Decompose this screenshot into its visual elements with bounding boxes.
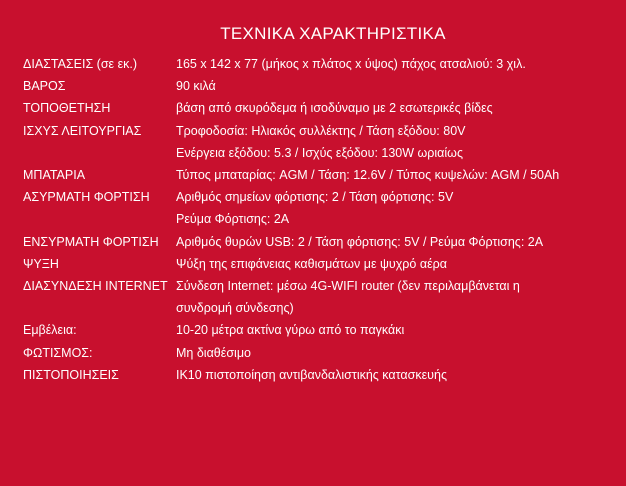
spec-label: ΑΣΥΡΜΑΤΗ ΦΟΡΤΙΣΗ bbox=[23, 190, 150, 205]
spec-value-line: 10-20 μέτρα ακτίνα γύρω από το παγκάκι bbox=[176, 323, 405, 338]
spec-row-range bbox=[23, 319, 623, 341]
spec-label: ΙΣΧΥΣ ΛΕΙΤΟΥΡΓΙΑΣ bbox=[23, 123, 142, 138]
spec-value-line: 165 x 142 x 77 (μήκος x πλάτος x ύψος) πάχος ατσαλιού: 3 χιλ. bbox=[176, 57, 526, 71]
spec-label: ΔΙΑΣΤΑΣΕΙΣ (σε εκ.) bbox=[23, 57, 138, 71]
spec-value bbox=[176, 97, 623, 119]
spec-label: ΒΑΡΟΣ bbox=[23, 79, 66, 94]
spec-value bbox=[176, 75, 623, 97]
spec-label: ΨΥΞΗ bbox=[23, 256, 59, 271]
spec-label: ΔΙΑΣΥΝΔΕΣΗ INTERNET bbox=[23, 279, 168, 294]
spec-value-line: Ρεύμα Φόρτισης: 2A bbox=[176, 212, 290, 227]
spec-row-power bbox=[23, 120, 623, 164]
spec-row-wireless-charging bbox=[23, 186, 623, 230]
spec-value bbox=[176, 319, 623, 341]
spec-label: Εμβέλεια: bbox=[23, 323, 77, 338]
spec-label: ΤΟΠΟΘΕΤΗΣΗ bbox=[23, 101, 111, 116]
spec-row-wired-charging bbox=[23, 231, 623, 253]
page-title: ΤΕΧΝΙΚΑ ΧΑΡΑΚΤΗΡΙΣΤΙΚΑ bbox=[220, 24, 446, 43]
spec-value-line: Ενέργεια εξόδου: 5.3 / Ισχύς εξόδου: 130W ωριαίως bbox=[176, 145, 463, 160]
spec-value-line: βάση από σκυρόδεμα ή ισοδύναμο με 2 εσωτερικές βίδες bbox=[176, 101, 493, 116]
spec-label: ΠΙΣΤΟΠΟΙΗΣΕΙΣ bbox=[23, 367, 119, 382]
spec-label: ΜΠΑΤΑΡΙΑ bbox=[23, 168, 86, 183]
spec-value bbox=[176, 120, 623, 164]
spec-value bbox=[176, 253, 623, 275]
spec-row-cooling bbox=[23, 253, 623, 275]
spec-label: ΦΩΤΙΣΜΟΣ: bbox=[23, 345, 93, 360]
spec-value bbox=[176, 186, 623, 230]
spec-value-line: συνδρομή σύνδεσης) bbox=[176, 301, 294, 316]
spec-value-line: Ψύξη της επιφάνειας καθισμάτων με ψυχρό αέρα bbox=[176, 256, 447, 271]
spec-row-installation bbox=[23, 97, 623, 119]
specs-table bbox=[23, 53, 623, 386]
spec-row-lighting bbox=[23, 342, 623, 364]
spec-row-weight bbox=[23, 75, 623, 97]
spec-value-line: Αριθμός σημείων φόρτισης: 2 / Τάση φόρτισης: 5V bbox=[176, 190, 454, 205]
spec-value-line: 90 κιλά bbox=[176, 79, 216, 94]
spec-row-dimensions bbox=[23, 53, 623, 75]
spec-value bbox=[176, 231, 623, 253]
spec-value bbox=[176, 53, 623, 75]
spec-value-line: Αριθμός θυρών USB: 2 / Τάση φόρτισης: 5V / Ρεύμα Φόρτισης: 2A bbox=[176, 234, 544, 249]
spec-row-internet bbox=[23, 275, 623, 319]
spec-label: ΕΝΣΥΡΜΑΤΗ ΦΟΡΤΙΣΗ bbox=[23, 234, 159, 249]
spec-value-line: IK10 πιστοποίηση αντιβανδαλιστικής κατασκευής bbox=[176, 367, 447, 382]
spec-value bbox=[176, 364, 623, 386]
spec-value-line: Σύνδεση Internet: μέσω 4G-WIFI router (δεν περιλαμβάνεται η bbox=[176, 279, 520, 294]
spec-value bbox=[176, 164, 623, 186]
spec-value-line: Τροφοδοσία: Ηλιακός συλλέκτης / Τάση εξόδου: 80V bbox=[176, 123, 466, 138]
spec-value bbox=[176, 275, 623, 319]
spec-value-line: Μη διαθέσιμο bbox=[176, 345, 251, 360]
spec-value-line: Τύπος μπαταρίας: AGM / Τάση: 12.6V / Τύπος κυψελών: AGM / 50Ah bbox=[176, 168, 560, 183]
spec-row-battery bbox=[23, 164, 623, 186]
spec-value bbox=[176, 342, 623, 364]
spec-row-certifications bbox=[23, 364, 623, 386]
